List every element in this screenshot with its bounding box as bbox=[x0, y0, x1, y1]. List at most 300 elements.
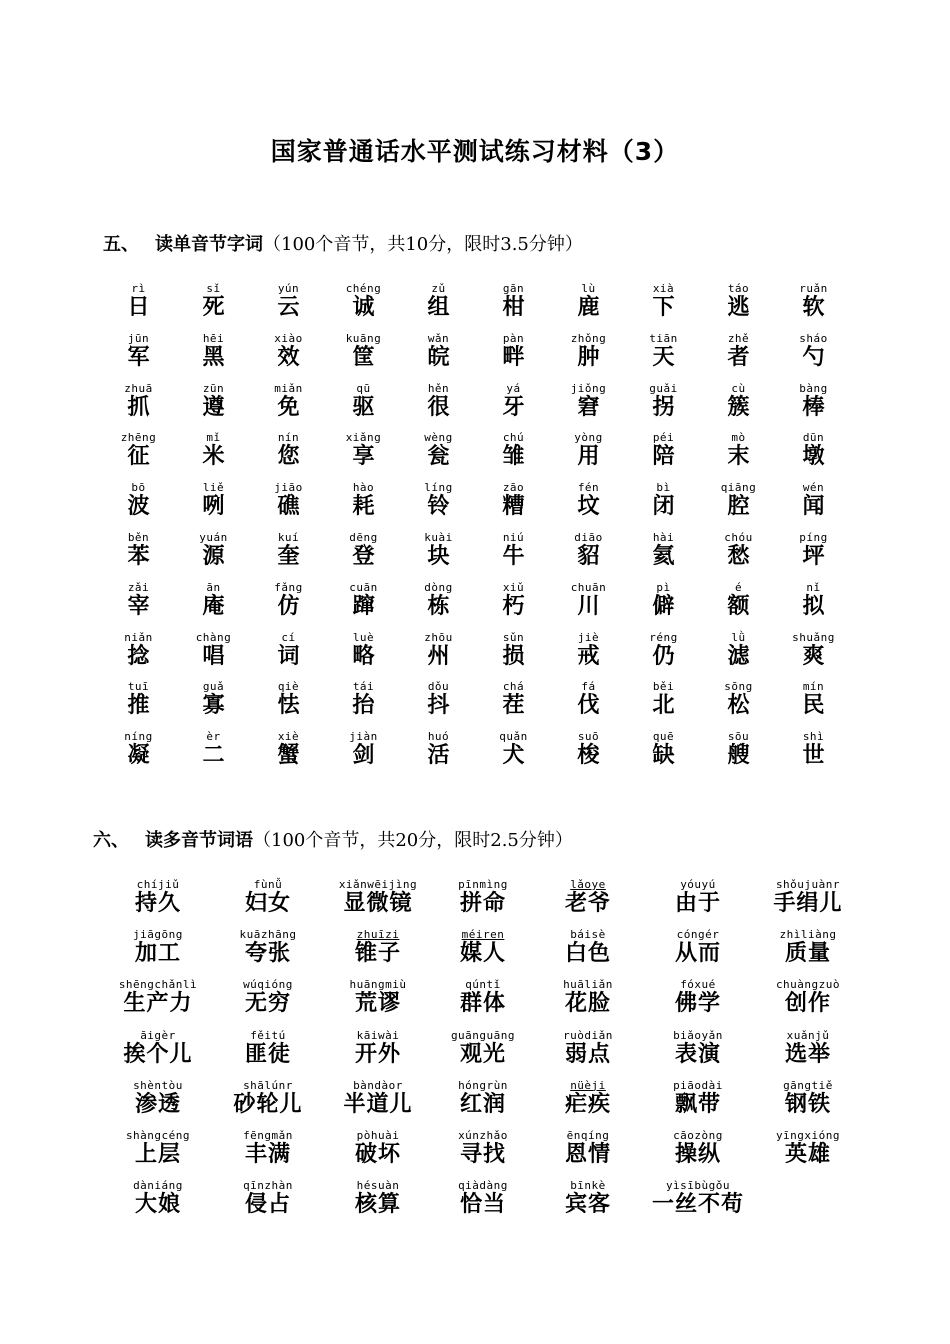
hanzi: 损 bbox=[502, 643, 525, 669]
character-item bbox=[476, 680, 551, 730]
character-item bbox=[401, 382, 476, 432]
hanzi: 剑 bbox=[352, 743, 375, 769]
hanzi: 栋 bbox=[427, 593, 450, 619]
character-item bbox=[251, 730, 326, 780]
character-item bbox=[551, 282, 626, 332]
character-item bbox=[776, 332, 851, 382]
hanzi: 加工 bbox=[134, 941, 181, 967]
hanzi: 疟疾 bbox=[564, 1091, 611, 1117]
pinyin: xiǎng bbox=[345, 431, 382, 445]
hanzi: 川 bbox=[577, 593, 600, 619]
word-item bbox=[433, 1129, 533, 1179]
hanzi: 额 bbox=[727, 593, 750, 619]
hanzi: 破坏 bbox=[354, 1141, 401, 1167]
hanzi: 簇 bbox=[727, 394, 750, 420]
hanzi: 宾客 bbox=[564, 1192, 611, 1218]
character-item bbox=[251, 382, 326, 432]
word-item bbox=[103, 1079, 213, 1129]
hanzi: 驱 bbox=[352, 394, 375, 420]
pinyin: piāodài bbox=[673, 1078, 723, 1092]
word-item bbox=[213, 1079, 323, 1129]
word-item bbox=[213, 978, 323, 1028]
pinyin: gān bbox=[502, 282, 525, 295]
page-title: 国家普通话水平测试练习材料（3） bbox=[270, 137, 680, 166]
pinyin: xuǎnjǔ bbox=[786, 1028, 830, 1042]
character-item bbox=[476, 481, 551, 531]
character-item bbox=[701, 730, 776, 780]
hanzi: 登 bbox=[352, 543, 375, 569]
pinyin: fěitú bbox=[250, 1028, 286, 1042]
character-item bbox=[626, 481, 701, 531]
word-item bbox=[753, 1029, 863, 1079]
hanzi: 茬 bbox=[502, 693, 525, 719]
section-label: 读单音节字词 bbox=[155, 234, 263, 255]
pinyin: āigèr bbox=[140, 1028, 176, 1042]
character-item bbox=[326, 730, 401, 780]
character-item bbox=[626, 431, 701, 481]
hanzi: 由于 bbox=[674, 891, 721, 916]
hanzi: 大娘 bbox=[134, 1192, 181, 1218]
hanzi: 蹿 bbox=[352, 593, 375, 619]
hanzi: 创作 bbox=[784, 991, 831, 1017]
character-item bbox=[476, 531, 551, 581]
character-item bbox=[476, 382, 551, 432]
hanzi: 显微镜 bbox=[343, 891, 413, 916]
hanzi: 软 bbox=[802, 295, 825, 320]
pinyin: chuàngzuò bbox=[775, 978, 841, 992]
pinyin: chàng bbox=[195, 630, 232, 644]
pinyin: sōu bbox=[727, 730, 750, 744]
pinyin: táo bbox=[727, 282, 750, 295]
word-item bbox=[533, 928, 643, 978]
word-item bbox=[753, 1079, 863, 1129]
hanzi: 末 bbox=[727, 444, 750, 470]
section-note: （100个音节，共20分，限时2.5分钟） bbox=[253, 830, 573, 851]
hanzi: 遵 bbox=[202, 394, 225, 420]
word-item bbox=[643, 1129, 753, 1179]
hanzi: 钢铁 bbox=[784, 1091, 831, 1117]
pinyin: jiàn bbox=[349, 730, 378, 744]
pinyin: dòng bbox=[424, 580, 453, 594]
character-item bbox=[401, 631, 476, 681]
pinyin: yá bbox=[506, 381, 521, 395]
character-item bbox=[551, 382, 626, 432]
hanzi: 从而 bbox=[674, 941, 721, 967]
character-item bbox=[776, 431, 851, 481]
hanzi: 持久 bbox=[134, 891, 181, 916]
hanzi: 享 bbox=[352, 444, 375, 470]
hanzi: 坪 bbox=[802, 543, 825, 569]
character-item bbox=[401, 481, 476, 531]
pinyin: zhuā bbox=[124, 381, 153, 395]
hanzi: 捻 bbox=[127, 643, 150, 669]
hanzi: 缺 bbox=[652, 743, 675, 769]
character-item bbox=[701, 382, 776, 432]
pinyin: nǐ bbox=[806, 580, 821, 594]
pinyin: pì bbox=[656, 580, 671, 594]
hanzi: 梭 bbox=[577, 743, 600, 769]
hanzi: 组 bbox=[427, 295, 450, 320]
character-item bbox=[101, 332, 176, 382]
hanzi: 白色 bbox=[564, 941, 611, 967]
character-item bbox=[176, 332, 251, 382]
character-item bbox=[401, 730, 476, 780]
hanzi: 僻 bbox=[652, 593, 675, 619]
pinyin: cāozòng bbox=[673, 1128, 723, 1142]
character-item bbox=[626, 581, 701, 631]
character-item bbox=[701, 431, 776, 481]
hanzi: 老爷 bbox=[564, 891, 611, 916]
pinyin: shēngchǎnlì bbox=[118, 978, 198, 992]
character-item bbox=[701, 282, 776, 332]
hanzi: 怯 bbox=[277, 693, 300, 719]
hanzi: 瓮 bbox=[427, 444, 450, 470]
character-item bbox=[551, 481, 626, 531]
hanzi: 抬 bbox=[352, 693, 375, 719]
pinyin: sháo bbox=[799, 331, 828, 345]
hanzi: 雏 bbox=[502, 444, 525, 470]
pinyin: qīnzhàn bbox=[243, 1179, 293, 1193]
pinyin: yīngxióng bbox=[775, 1128, 841, 1142]
word-item bbox=[213, 878, 323, 928]
pinyin: dǒu bbox=[427, 680, 450, 694]
hanzi: 唱 bbox=[202, 643, 225, 669]
pinyin: wǎn bbox=[427, 331, 450, 345]
hanzi: 渗透 bbox=[134, 1091, 181, 1117]
word-item bbox=[643, 978, 753, 1028]
hanzi: 您 bbox=[277, 444, 300, 470]
hanzi: 红润 bbox=[459, 1091, 506, 1117]
character-item bbox=[326, 431, 401, 481]
word-item bbox=[103, 1029, 213, 1079]
word-item bbox=[533, 978, 643, 1028]
hanzi: 牛 bbox=[502, 543, 525, 569]
character-item bbox=[476, 282, 551, 332]
pinyin: sǔn bbox=[502, 630, 525, 644]
pinyin: xúnzhǎo bbox=[458, 1128, 508, 1142]
hanzi: 二 bbox=[202, 743, 225, 769]
pinyin: ēnqíng bbox=[566, 1128, 610, 1142]
hanzi: 略 bbox=[352, 643, 375, 669]
hanzi: 源 bbox=[202, 543, 225, 569]
pinyin: yìsībùgǒu bbox=[665, 1179, 731, 1193]
pinyin: xià bbox=[652, 282, 675, 295]
pinyin: mò bbox=[731, 431, 746, 445]
hanzi: 一丝不苟 bbox=[651, 1192, 744, 1218]
hanzi: 闭 bbox=[652, 494, 675, 520]
character-item bbox=[401, 332, 476, 382]
character-item bbox=[176, 282, 251, 332]
pinyin: nüèji bbox=[570, 1078, 606, 1092]
hanzi: 征 bbox=[127, 444, 150, 470]
character-item bbox=[176, 730, 251, 780]
hanzi: 陪 bbox=[652, 444, 675, 470]
character-item bbox=[551, 680, 626, 730]
pinyin: chíjiǔ bbox=[136, 878, 180, 891]
pinyin: shuǎng bbox=[792, 630, 835, 644]
character-item bbox=[551, 431, 626, 481]
hanzi: 无穷 bbox=[244, 991, 291, 1017]
character-item bbox=[176, 431, 251, 481]
pinyin: jiè bbox=[577, 630, 600, 644]
hanzi: 皖 bbox=[427, 344, 450, 370]
word-item bbox=[533, 1129, 643, 1179]
hanzi: 表演 bbox=[674, 1041, 721, 1067]
pinyin: yuán bbox=[199, 530, 228, 544]
pinyin: kuài bbox=[424, 530, 453, 544]
character-item bbox=[251, 680, 326, 730]
pinyin: jiāo bbox=[274, 481, 303, 495]
hanzi: 爽 bbox=[802, 643, 825, 669]
character-item bbox=[401, 282, 476, 332]
pinyin: zhìliàng bbox=[779, 928, 837, 942]
word-item bbox=[323, 1029, 433, 1079]
pinyin: fá bbox=[581, 680, 596, 694]
hanzi: 恩情 bbox=[564, 1141, 611, 1167]
word-item bbox=[323, 1129, 433, 1179]
character-item bbox=[701, 481, 776, 531]
hanzi: 畔 bbox=[502, 344, 525, 370]
hanzi: 恰当 bbox=[459, 1192, 506, 1218]
hanzi: 黑 bbox=[202, 344, 225, 370]
character-item bbox=[701, 332, 776, 382]
pinyin: quē bbox=[652, 730, 675, 744]
hanzi: 抖 bbox=[427, 693, 450, 719]
hanzi: 军 bbox=[127, 344, 150, 370]
character-item bbox=[701, 631, 776, 681]
character-item bbox=[551, 581, 626, 631]
character-item bbox=[476, 730, 551, 780]
character-item bbox=[626, 531, 701, 581]
hanzi: 质量 bbox=[784, 941, 831, 967]
word-item bbox=[433, 878, 533, 928]
section-label: 读多音节词语 bbox=[145, 830, 253, 851]
character-item bbox=[626, 680, 701, 730]
hanzi: 下 bbox=[652, 295, 675, 320]
pinyin: liě bbox=[202, 481, 225, 495]
pinyin: qū bbox=[356, 381, 371, 395]
hanzi: 耗 bbox=[352, 494, 375, 520]
pinyin: bàng bbox=[799, 381, 828, 395]
pinyin: pīnmìng bbox=[458, 878, 508, 891]
word-item bbox=[753, 928, 863, 978]
character-item bbox=[326, 680, 401, 730]
word-item bbox=[103, 978, 213, 1028]
character-item bbox=[101, 581, 176, 631]
character-item bbox=[251, 531, 326, 581]
pinyin: diāo bbox=[574, 530, 603, 544]
hanzi: 牙 bbox=[502, 394, 525, 420]
pinyin: yún bbox=[277, 282, 300, 295]
hanzi: 勺 bbox=[802, 344, 825, 370]
pinyin: bàndàor bbox=[353, 1078, 403, 1092]
character-item bbox=[251, 481, 326, 531]
hanzi: 犬 bbox=[502, 743, 525, 769]
pinyin: níng bbox=[124, 730, 153, 744]
hanzi: 蟹 bbox=[277, 743, 300, 769]
pinyin: zāo bbox=[502, 481, 525, 495]
character-item bbox=[326, 631, 401, 681]
hanzi: 艘 bbox=[727, 743, 750, 769]
hanzi: 米 bbox=[202, 444, 225, 470]
character-item bbox=[401, 531, 476, 581]
character-item bbox=[251, 631, 326, 681]
hanzi: 推 bbox=[127, 693, 150, 719]
word-item bbox=[533, 1179, 643, 1229]
character-item bbox=[101, 382, 176, 432]
character-item bbox=[776, 680, 851, 730]
hanzi: 逃 bbox=[727, 295, 750, 320]
hanzi: 很 bbox=[427, 394, 450, 420]
pinyin: ān bbox=[206, 580, 221, 594]
hanzi: 苯 bbox=[127, 543, 150, 569]
character-item bbox=[101, 481, 176, 531]
word-item bbox=[433, 1079, 533, 1129]
character-item bbox=[476, 581, 551, 631]
pinyin: píng bbox=[799, 530, 828, 544]
pinyin: hésuàn bbox=[356, 1179, 400, 1193]
word-item bbox=[433, 978, 533, 1028]
pinyin: niú bbox=[502, 530, 525, 544]
character-item bbox=[551, 631, 626, 681]
character-item bbox=[626, 730, 701, 780]
hanzi: 块 bbox=[427, 543, 450, 569]
character-item bbox=[476, 631, 551, 681]
pinyin: qiàdàng bbox=[458, 1179, 508, 1193]
hanzi: 媒人 bbox=[459, 941, 506, 967]
hanzi: 柑 bbox=[502, 295, 525, 320]
character-item bbox=[101, 282, 176, 332]
hanzi: 貂 bbox=[577, 543, 600, 569]
pinyin: chá bbox=[502, 680, 525, 694]
character-item bbox=[326, 282, 401, 332]
pinyin: xiào bbox=[274, 331, 303, 345]
hanzi: 北 bbox=[652, 693, 675, 719]
pinyin: zǔ bbox=[431, 282, 446, 295]
hanzi: 天 bbox=[652, 344, 675, 370]
pinyin: péi bbox=[652, 431, 675, 445]
pinyin: chú bbox=[502, 431, 525, 445]
pinyin: fén bbox=[577, 481, 600, 495]
pinyin: shālúnr bbox=[243, 1078, 293, 1092]
pinyin: xiǔ bbox=[502, 580, 525, 594]
pinyin: tái bbox=[352, 680, 375, 694]
character-item bbox=[101, 631, 176, 681]
character-item bbox=[326, 581, 401, 631]
pinyin: zhǒng bbox=[570, 331, 607, 345]
pinyin: bō bbox=[131, 481, 146, 495]
hanzi: 荒谬 bbox=[354, 991, 401, 1017]
word-item bbox=[103, 1129, 213, 1179]
pinyin: bīnkè bbox=[570, 1179, 606, 1193]
hanzi: 上层 bbox=[134, 1141, 181, 1167]
hanzi: 庵 bbox=[202, 593, 225, 619]
hanzi: 寡 bbox=[202, 693, 225, 719]
hanzi: 诚 bbox=[352, 295, 375, 320]
character-item bbox=[776, 631, 851, 681]
character-item bbox=[776, 581, 851, 631]
pinyin: ruòdiǎn bbox=[563, 1028, 613, 1042]
pinyin: lǜ bbox=[731, 630, 746, 644]
hanzi: 松 bbox=[727, 693, 750, 719]
word-item bbox=[533, 878, 643, 928]
hanzi: 伐 bbox=[577, 693, 600, 719]
word-item bbox=[643, 1029, 753, 1079]
pinyin: kāiwài bbox=[356, 1028, 400, 1042]
pinyin: tiān bbox=[649, 331, 678, 345]
hanzi: 筐 bbox=[352, 344, 375, 370]
pinyin: jūn bbox=[127, 331, 150, 345]
word-item bbox=[213, 1129, 323, 1179]
pinyin: hēi bbox=[202, 331, 225, 345]
pinyin: pàn bbox=[502, 331, 525, 345]
hanzi: 侵占 bbox=[244, 1192, 291, 1218]
character-item bbox=[176, 382, 251, 432]
hanzi: 棒 bbox=[802, 394, 825, 420]
hanzi: 核算 bbox=[354, 1192, 401, 1218]
hanzi: 世 bbox=[802, 743, 825, 769]
hanzi: 墩 bbox=[802, 444, 825, 470]
pinyin: gāngtiě bbox=[783, 1078, 833, 1092]
hanzi: 闻 bbox=[802, 494, 825, 520]
hanzi: 拟 bbox=[802, 593, 825, 619]
pinyin: kuí bbox=[277, 530, 300, 544]
word-item bbox=[323, 1079, 433, 1129]
section-number: 五、 bbox=[103, 234, 139, 255]
hanzi: 礁 bbox=[277, 494, 300, 520]
pinyin: jiāgōng bbox=[133, 928, 183, 942]
character-item bbox=[401, 581, 476, 631]
character-item bbox=[551, 332, 626, 382]
character-item bbox=[701, 531, 776, 581]
pinyin: dàniáng bbox=[133, 1179, 183, 1193]
pinyin: xiè bbox=[277, 730, 300, 744]
pinyin: èr bbox=[206, 730, 221, 744]
pinyin: bì bbox=[656, 481, 671, 495]
hanzi: 糟 bbox=[502, 494, 525, 520]
pinyin: qiāng bbox=[720, 481, 757, 495]
character-item bbox=[626, 382, 701, 432]
hanzi: 挨个儿 bbox=[123, 1041, 193, 1067]
hanzi: 拼命 bbox=[459, 891, 506, 916]
hanzi: 日 bbox=[127, 295, 150, 320]
pinyin: pòhuài bbox=[356, 1128, 400, 1142]
pinyin: suō bbox=[577, 730, 600, 744]
pinyin: nín bbox=[277, 431, 300, 445]
character-item bbox=[701, 581, 776, 631]
pinyin: mín bbox=[802, 680, 825, 694]
pinyin: zhě bbox=[727, 331, 750, 345]
pinyin: shàngcéng bbox=[125, 1128, 191, 1142]
hanzi: 弱点 bbox=[564, 1041, 611, 1067]
character-item bbox=[551, 730, 626, 780]
hanzi: 拐 bbox=[652, 394, 675, 420]
pinyin: cí bbox=[281, 630, 296, 644]
pinyin: zhōu bbox=[424, 630, 453, 644]
character-item bbox=[626, 282, 701, 332]
word-item bbox=[213, 1179, 323, 1229]
section-number: 六、 bbox=[93, 830, 129, 851]
pinyin: huāliǎn bbox=[563, 978, 613, 992]
pinyin: hěn bbox=[427, 381, 450, 395]
pinyin: é bbox=[734, 580, 743, 594]
hanzi: 坟 bbox=[577, 494, 600, 520]
pinyin: zǎi bbox=[127, 580, 150, 594]
hanzi: 肿 bbox=[577, 344, 600, 370]
hanzi: 寻找 bbox=[459, 1141, 506, 1167]
character-item bbox=[776, 531, 851, 581]
hanzi: 鹿 bbox=[577, 295, 600, 320]
